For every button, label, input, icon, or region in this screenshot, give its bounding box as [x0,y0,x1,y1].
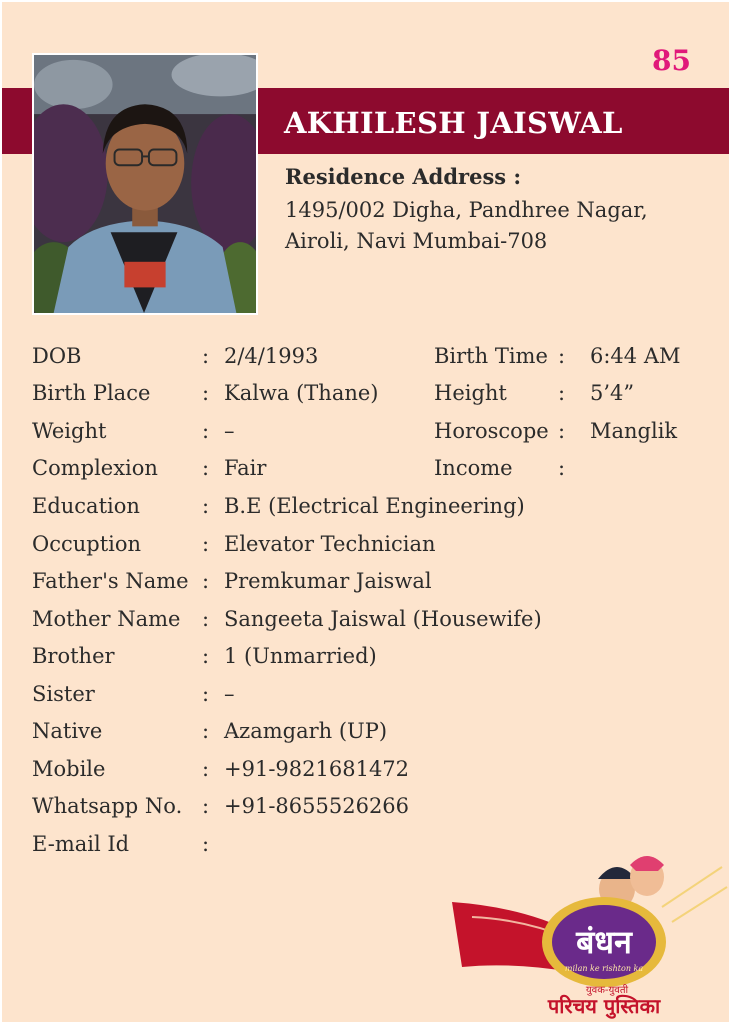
detail-value: Kalwa (Thane) [224,381,379,405]
detail-value: – [224,682,235,706]
separator: : [202,532,210,556]
logo-title: बंधन [576,923,632,961]
separator: : [202,381,210,405]
logo-subtitle: परिचय पुस्तिका [547,994,661,1018]
detail-value-secondary: 6:44 AM [590,344,681,368]
detail-label-secondary: Income [434,456,513,480]
biodata-page [2,2,729,1022]
detail-label: Father's Name [32,569,189,593]
detail-value: 1 (Unmarried) [224,644,377,668]
detail-value: +91-9821681472 [224,757,410,781]
separator: : [202,719,210,743]
detail-label: Education [32,494,140,518]
detail-label: Brother [32,644,115,668]
detail-value: Azamgarh (UP) [224,719,388,743]
separator: : [202,682,210,706]
separator: : [202,419,210,443]
separator: : [202,607,210,631]
detail-value-secondary: 5’4” [590,381,635,405]
address-label: Residence Address : [285,164,522,189]
separator: : [202,832,210,856]
detail-label: Sister [32,682,95,706]
detail-value: +91-8655526266 [224,794,410,818]
separator: : [202,569,210,593]
detail-value: – [224,419,235,443]
detail-value: Elevator Technician [224,532,436,556]
detail-label: Occuption [32,532,142,556]
separator: : [202,494,210,518]
logo-subtitle-small: युवक-युवती [585,985,629,996]
detail-label-secondary: Birth Time [434,344,548,368]
detail-label: Complexion [32,456,158,480]
detail-label-secondary: Height [434,381,507,405]
logo-tagline: milan ke rishton ka [564,964,644,973]
separator: : [202,456,210,480]
separator: : [202,644,210,668]
detail-value-secondary: Manglik [590,419,678,443]
detail-label: Birth Place [32,381,151,405]
profile-photo-image [34,55,256,313]
separator: : [202,344,210,368]
detail-label: Whatsapp No. [32,794,183,818]
detail-value: 2/4/1993 [224,344,319,368]
separator: : [558,381,566,405]
detail-value: Sangeeta Jaiswal (Housewife) [224,607,542,631]
detail-label: Native [32,719,103,743]
detail-value: Fair [224,456,267,480]
bandhan-logo [432,847,729,1022]
separator: : [558,419,566,443]
profile-photo [32,53,258,315]
separator: : [202,757,210,781]
detail-label: Mobile [32,757,106,781]
detail-label: Mother Name [32,607,181,631]
separator: : [558,344,566,368]
detail-label: Weight [32,419,107,443]
page-number: 85 [652,44,691,77]
detail-label: DOB [32,344,82,368]
detail-value: B.E (Electrical Engineering) [224,494,525,518]
candidate-name: AKHILESH JAISWAL [284,106,623,140]
separator: : [558,456,566,480]
address-line-2: Airoli, Navi Mumbai-708 [285,229,548,253]
separator: : [202,794,210,818]
detail-label-secondary: Horoscope [434,419,549,443]
address-line-1: 1495/002 Digha, Pandhree Nagar, [285,198,648,222]
detail-value: Premkumar Jaiswal [224,569,432,593]
detail-label: E-mail Id [32,832,130,856]
